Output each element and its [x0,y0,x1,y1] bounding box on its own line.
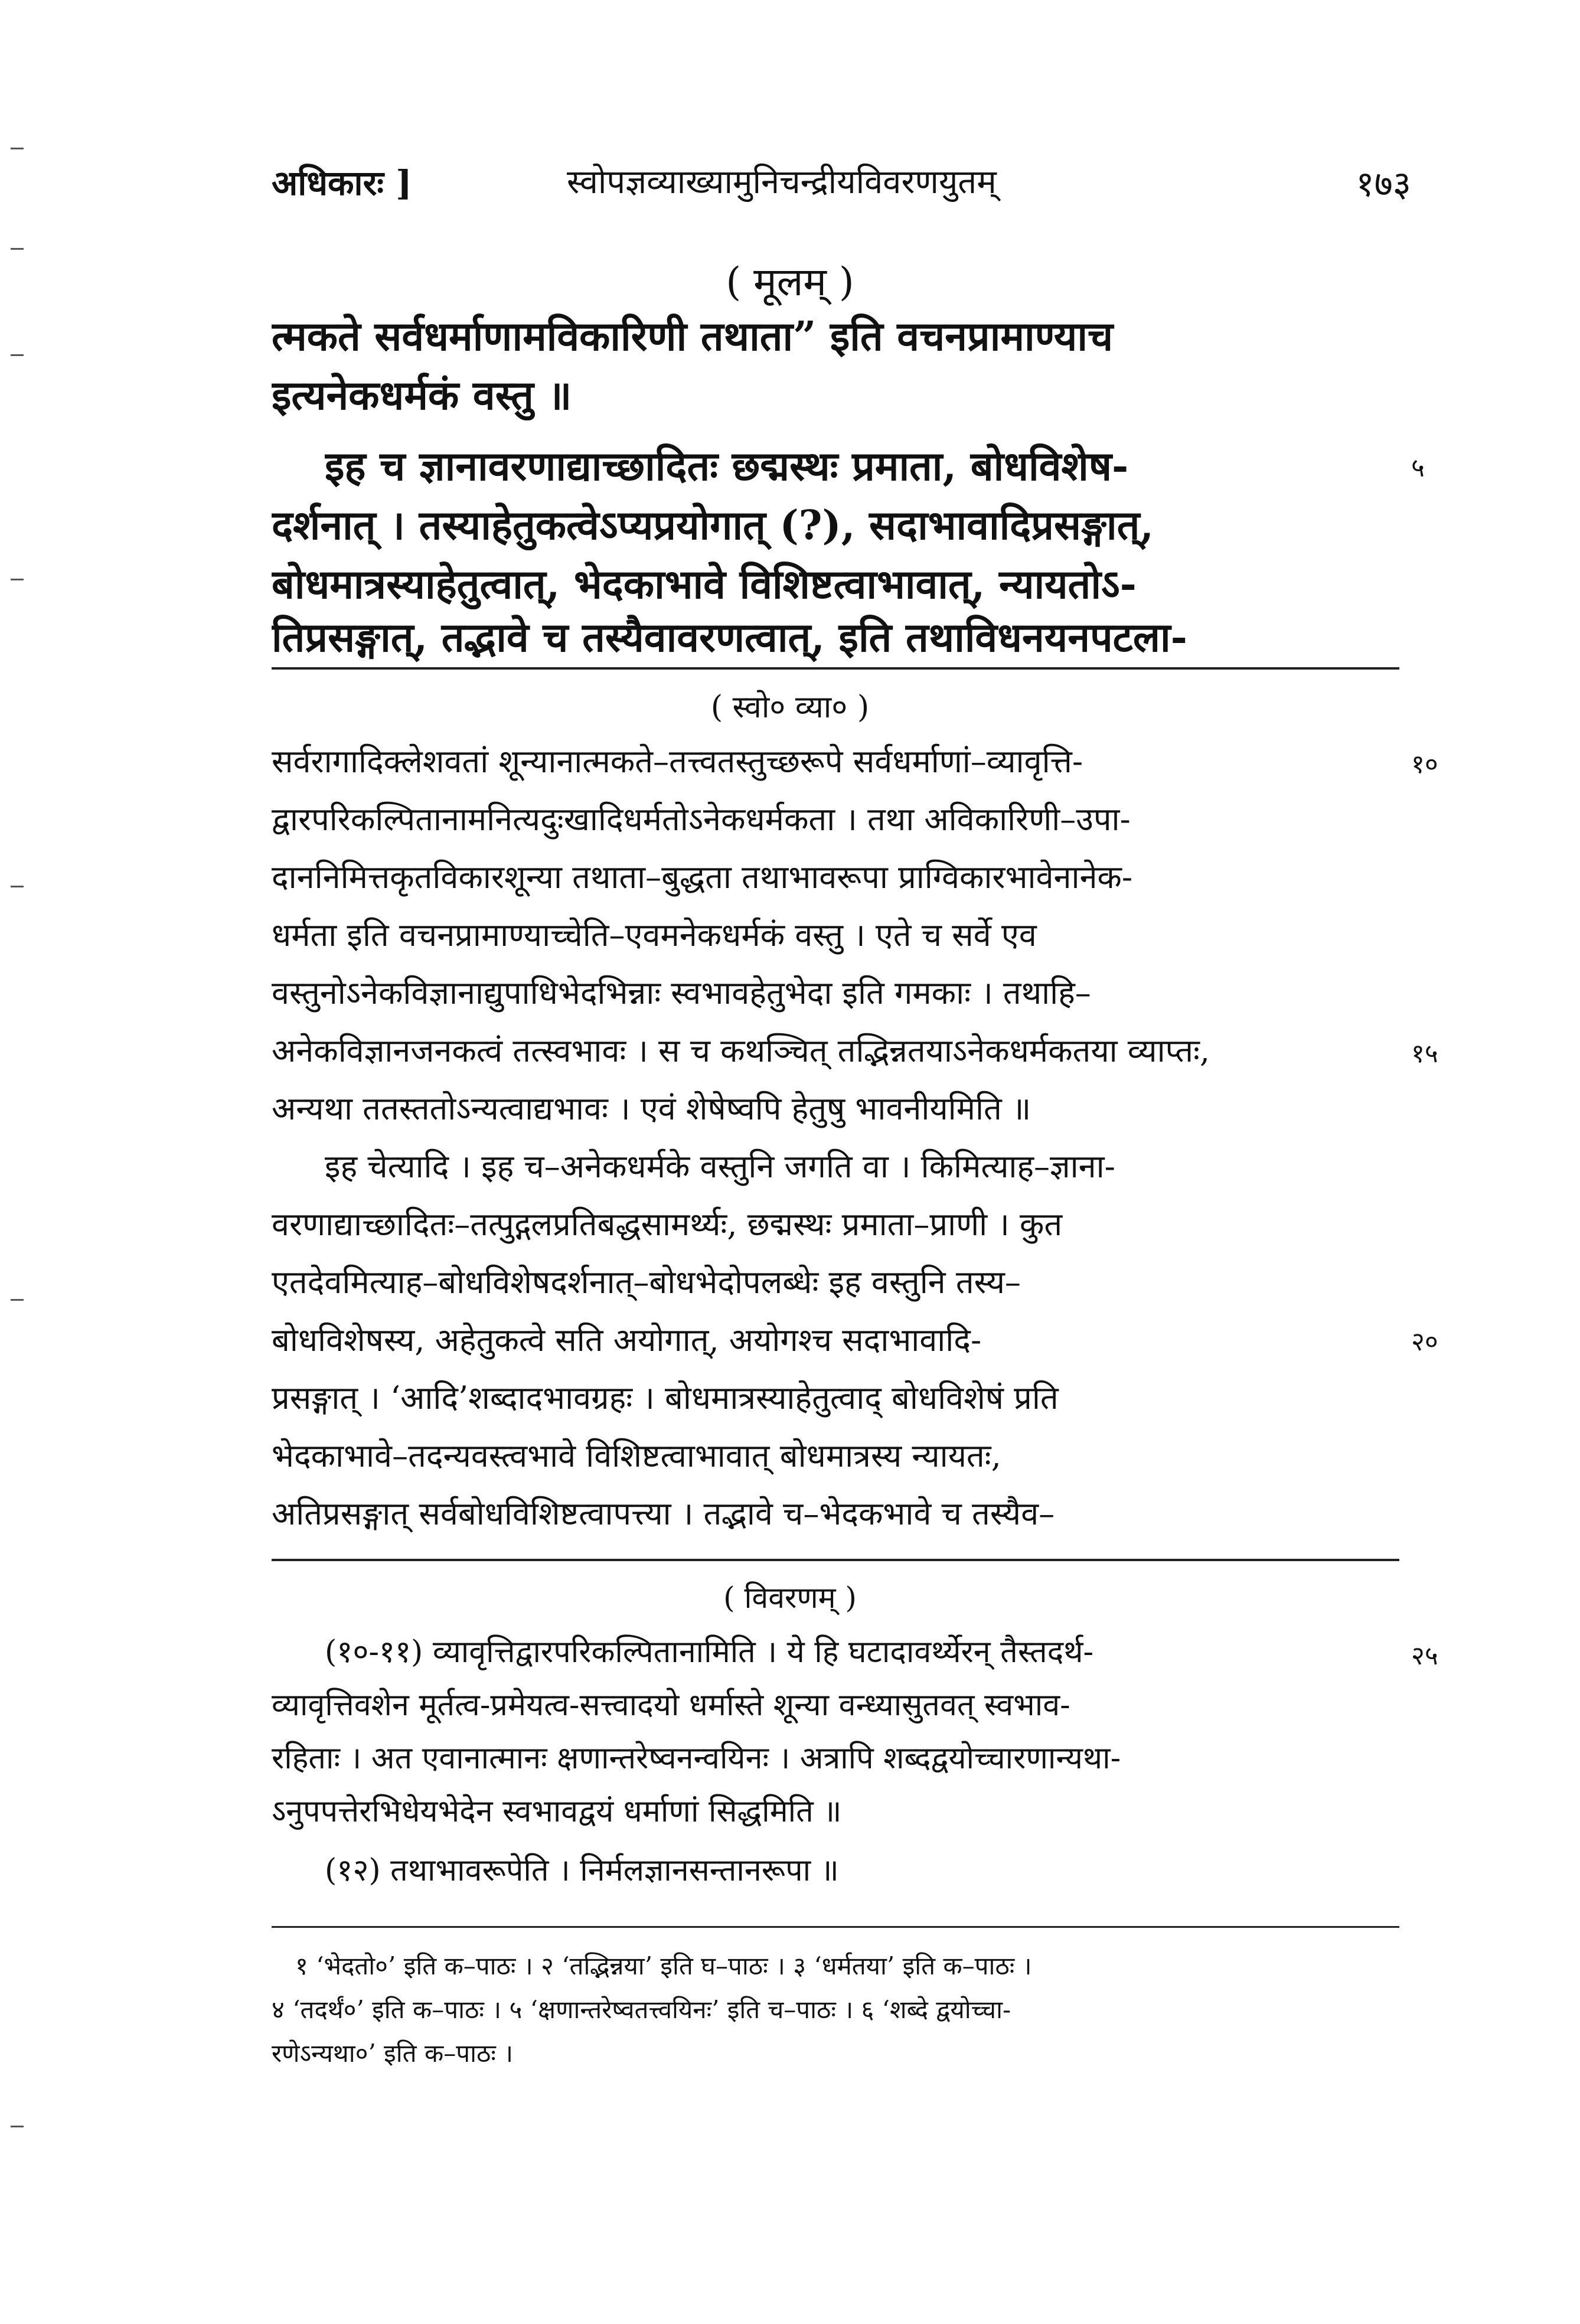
page-number: १७३ [1356,164,1411,205]
margin-mark [11,2126,24,2127]
line-number: २५ [1411,1641,1438,1671]
vivarana-heading: ( विवरणम् ) [723,1581,857,1615]
text-line: अन्यथा ततस्ततोऽन्यत्वाद्यभावः । एवं शेषेष्वपि हेतुषु भावनीयमिति ॥ [272,1090,1031,1127]
section-rule [272,667,1399,670]
footnote-line: ४ ‘तदर्थं०’ इति क–पाठः । ५ ‘क्षणान्तरेष्वतत्त्वयिनः’ इति च–पाठः । ६ ‘शब्दे द्वयोच्चा- [272,1995,1011,2024]
text-line: वरणाद्याच्छादितः–तत्पुद्गलप्रतिबद्धसामर्थ्यः, छद्मस्थः प्रमाता–प्राणी । कुत [272,1206,1063,1243]
footnote-line: १ ‘भेदतो०’ इति क–पाठः । २ ‘तद्भिन्नया’ इति घ–पाठः । ३ ‘धर्मतया’ इति क–पाठः । [295,1951,1032,1980]
text-line: बोधमात्रस्याहेतुत्वात्, भेदकाभावे विशिष्टत्वाभावात्, न्यायतोऽ- [272,561,1137,608]
text-line: ऽनुपपत्तेरभिधेयभेदेन स्वभावद्वयं धर्माणां सिद्धमिति ॥ [272,1794,842,1829]
margin-mark [11,354,24,356]
text-line: द्वारपरिकल्पितानामनित्यदुःखादिधर्मतोऽनेकधर्मकता । तथा अविकारिणी–उपा- [272,801,1131,838]
margin-mark [11,579,24,580]
text-line: (१०-११) व्यावृत्तिद्वारपरिकल्पितानामिति । ये हि घटादावर्थ्येरन् तैस्तदर्थ- [325,1634,1094,1670]
margin-mark [11,248,24,250]
footnote-line: रणेऽन्यथा०’ इति क–पाठः । [272,2039,514,2068]
text-line: इह चेत्यादि । इह च–अनेकधर्मके वस्तुनि जगति वा । किमित्याह–ज्ञाना- [325,1148,1115,1185]
margin-mark [11,1299,24,1301]
line-number: १० [1411,749,1438,779]
mula-heading: ( मूलम् ) [726,259,854,305]
line-number: १५ [1411,1039,1438,1069]
text-line: भेदकाभावे–तदन्यवस्त्वभावे विशिष्टत्वाभावात् बोधमात्रस्य न्यायतः, [272,1437,1001,1474]
footnotes [272,1948,1393,2084]
text-line: वस्तुनोऽनेकविज्ञानाद्युपाधिभेदभिन्नाः स्वभावहेतुभेदा इति गमकाः । तथाहि– [272,974,1091,1011]
running-header [272,158,1411,211]
text-line: रहिताः । अत एवानात्मानः क्षणान्तरेष्वनन्वयिनः । अत्रापि शब्दद्वयोच्चारणान्यथा- [272,1741,1121,1776]
text-line: इत्यनेकधर्मकं वस्तु ॥ [272,372,572,419]
left-margin-marks [0,0,35,2324]
text-line: तिप्रसङ्गात्, तद्भावे च तस्यैवावरणत्वात्, इति तथाविधनयनपटला- [272,614,1187,661]
text-line: बोधविशेषस्य, अहेतुकत्वे सति अयोगात्, अयोगश्च सदाभावादि- [272,1321,982,1359]
text-line: त्मकते सर्वधर्माणामविकारिणी तथाता” इति वचनप्रामाण्याच [272,313,1114,360]
text-line: व्यावृत्तिवशेन मूर्तत्व-प्रमेयत्व-सत्त्वादयो धर्मास्ते शून्या वन्ध्यासुतवत् स्वभाव- [272,1687,1070,1723]
text-line: अतिप्रसङ्गात् सर्वबोधविशिष्टत्वापत्त्या । तद्भावे च–भेदकभावे च तस्यैव– [272,1495,1055,1532]
text-line: दाननिमित्तकृतविकारशून्या तथाता–बुद्धता तथाभावरूपा प्राग्विकारभावेनानेक- [272,859,1133,896]
line-number: २० [1411,1327,1438,1357]
text-line: धर्मता इति वचनप्रामाण्याच्चेति–एवमनेकधर्मकं वस्तु । एते च सर्वे एव [272,916,1037,954]
footnote-rule [272,1926,1399,1928]
mula-text [272,307,1393,661]
text-line: एतदेवमित्याह–बोधविशेषदर्शनात्–बोधभेदोपलब्धेः इह वस्तुनि तस्य– [272,1264,1021,1301]
vyakhya-heading: ( स्वो० व्या० ) [710,690,870,725]
text-line: इह च ज्ञानावरणाद्याच्छादितः छद्मस्थः प्रमाता, बोधविशेष- [325,443,1129,490]
text-line: (१२) तथाभावरूपेति । निर्मलज्ञानसन्तानरूपा ॥ [325,1853,839,1888]
vivarana-text [272,1630,1393,1907]
margin-mark [11,148,24,149]
text-line: दर्शनात् । तस्याहेतुकत्वेऽप्यप्रयोगात् (?), सदाभावादिप्रसङ्गात्, [272,502,1154,549]
section-rule [272,1559,1399,1561]
chapter-label: अधिकारः ] [272,163,412,203]
book-title: स्वोपज्ञव्याख्यामुनिचन्द्रीयविवरणयुतम् [567,163,997,201]
text-line: सर्वरागादिक्लेशवतां शून्यानात्मकते–तत्त्वतस्तुच्छरूपे सर्वधर्माणां–व्यावृत्ति- [272,743,1083,780]
line-number: ५ [1411,453,1425,483]
text-line: अनेकविज्ञानजनकत्वं तत्स्वभावः । स च कथञ्चित् तद्भिन्नतयाऽनेकधर्मकतया व्याप्तः, [272,1032,1210,1069]
text-line: प्रसङ्गात् । ‘आदि’शब्दादभावग्रहः । बोधमात्रस्याहेतुत्वाद् बोधविशेषं प्रति [272,1379,1059,1416]
vyakhya-text [272,738,1393,1559]
margin-mark [11,886,24,887]
